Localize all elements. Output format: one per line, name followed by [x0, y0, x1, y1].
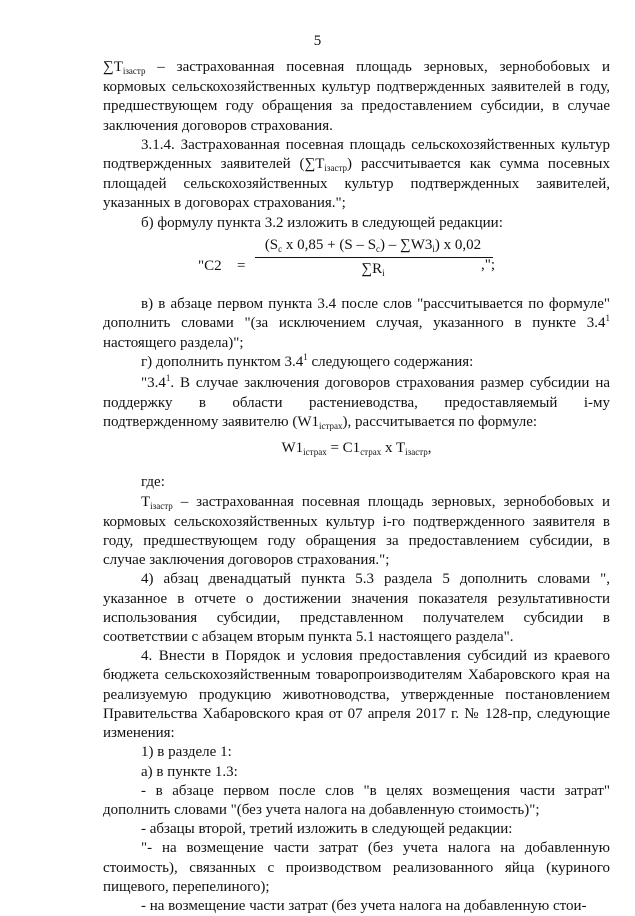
formula-part: = C1 [326, 440, 361, 457]
superscript: 1 [165, 372, 171, 383]
paragraph-text: – застрахованная посевная площадь зерновых, зернобобовых и кормовых сельскохозяйственных культур i-го подтвержденного заявителя в году, предшествующем году обращения за предоставлением субсидии, в случае заключения договоров страхования."; [103, 493, 610, 569]
paragraph-3-1-4 [103, 136, 610, 214]
term-sum-t: ∑T [103, 59, 123, 75]
paragraph-text: ), рассчитывается по формуле: [342, 414, 538, 431]
formula-part: x T [381, 440, 406, 457]
formula-sub: c [376, 243, 381, 254]
term-t: T [141, 493, 151, 510]
paragraph-text: 3.1.4. Застрахованная посевная площадь сельскохозяйственных культур подтвержденных заявителей ( [103, 136, 610, 173]
page-number: 5 [313, 33, 322, 49]
formula-part: (S [264, 236, 279, 253]
paragraph-text: следующего содержания: [307, 354, 474, 371]
formula-sub: iзастр [405, 447, 428, 458]
formula-c2-denominator [263, 260, 483, 280]
paragraph-3-4-1 [103, 374, 610, 434]
paragraph-text: . В случае заключения договоров страхования размер субсидии на поддержку в области растениеводства, предоставляемый i-му подтвержденному заявителю (W1 [103, 374, 610, 431]
paragraph-point-1-3: а) в пункте 1.3: [141, 763, 238, 780]
paragraph-text: в) в абзаце первом пункта 3.4 после слов "рассчитывается по формуле" дополнить словами "(за исключением случая, указанного в пункте 3.4 [103, 295, 610, 332]
formula-c2 [103, 235, 610, 295]
subscript: iстрах [319, 421, 343, 432]
superscript: 1 [303, 352, 308, 363]
formula-sub: i [382, 267, 385, 278]
term-t-sub: iзастр [150, 500, 173, 511]
paragraph-sum-definition [103, 58, 610, 136]
paragraph-text: ) рассчитывается как сумма посевных площадей сельскохозяйственных культур подтвержденных заявителей, указанных в договорах страхования."; [103, 156, 610, 212]
formula-sub: c [278, 243, 283, 254]
paragraph-add-3-4-1 [103, 353, 610, 373]
paragraph-t-definition [103, 493, 610, 571]
term-sum-t-sub: iзастр [324, 163, 348, 174]
formula-part: ) – ∑W3 [380, 236, 433, 253]
paragraph-dash-4: - на возмещение части затрат (без учета налога на добавленную стои- [141, 897, 587, 914]
paragraph-dash-3: "- на возмещение части затрат (без учета налога на добавленную стоимость), связанных с производством реализованного яйца (куриного пищевого, перепелиного); [103, 840, 610, 895]
paragraph-dash-1: - в абзаце первом после слов "в целях возмещения части затрат" дополнить словами "(без учета налога на добавленную стоимость)"; [103, 782, 610, 818]
paragraph-text: – застрахованная посевная площадь зерновых, зернобобовых и кормовых сельскохозяйственных культур подтвержденных заявителей в году, предшествующем году обращения за предоставлением субсидии, в случае заключения договоров страхования. [103, 59, 610, 134]
paragraph-text: г) дополнить пунктом 3.4 [141, 354, 304, 371]
paragraph-formula-intro: б) формулу пункта 3.2 изложить в следующей редакции: [141, 214, 503, 231]
paragraph-dash-2: - абзацы второй, третий изложить в следующей редакции: [141, 821, 513, 838]
document-body [103, 58, 610, 916]
fraction-line [255, 257, 493, 258]
paragraph-3-4 [103, 295, 610, 354]
paragraph-section-4: 4. Внести в Порядок и условия предоставления субсидий из краевого бюджета сельскохозяйственным товаропроизводителям Хабаровского края на реализуемую продукцию животноводства, утвержденные постановлением Правительства Хабаровского края от 07 апреля 2017 г. № 128-пр, следующие изменения: [103, 648, 610, 742]
formula-sub: страх [360, 447, 382, 458]
formula-part: x 0,85 + (S – S [282, 236, 377, 253]
formula-sub: i [432, 243, 435, 254]
paragraph-section-1: 1) в разделе 1: [141, 744, 232, 761]
formula-part: , [427, 440, 432, 457]
paragraph-text: настоящего раздела)"; [103, 335, 244, 352]
term-sum-t: ∑T [304, 156, 325, 173]
paragraph-item-4: 4) абзац двенадцатый пункта 5.3 раздела 5 дополнить словами ", указанное в отчете о достижении значения показателя результативности использования субсидии, представленном получателем субсидии в соответствии с абзацем вторым пункта 5.1 настоящего раздела". [103, 571, 610, 646]
formula-part: ) x 0,02 [434, 236, 482, 253]
formula-w1 [103, 439, 610, 459]
formula-part: W1 [281, 440, 304, 457]
formula-c2-numerator [263, 236, 483, 256]
paragraph-text: "3.4 [141, 374, 166, 391]
formula-part: ∑R [361, 260, 383, 277]
term-sum-t-sub: iзастр [122, 66, 146, 76]
formula-sub: iстрах [303, 447, 327, 458]
formula-c2-tail: ,"; [481, 256, 496, 273]
paragraph-where: где: [141, 474, 165, 491]
formula-c2-equals: = [237, 257, 246, 274]
superscript: 1 [605, 313, 610, 324]
formula-c2-left: "C2 [198, 257, 222, 274]
